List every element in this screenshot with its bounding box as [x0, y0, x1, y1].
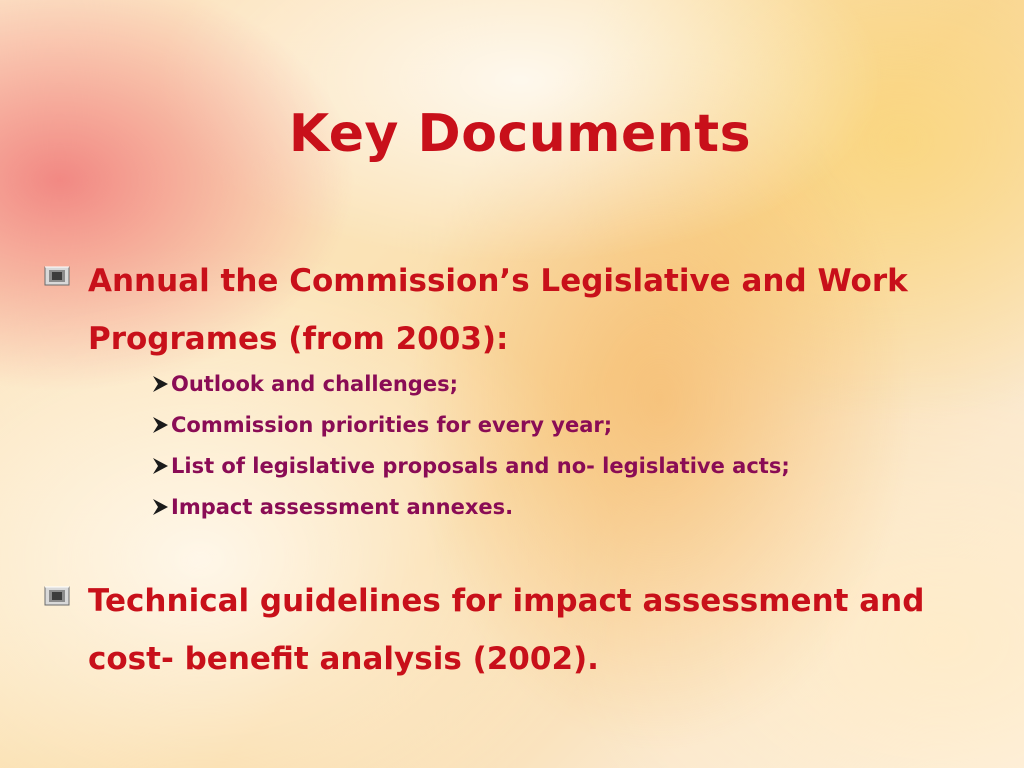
bullet-item — [44, 572, 1004, 688]
arrowhead-icon — [152, 366, 169, 384]
sub-bullet-text: Commission priorities for every year; — [171, 413, 613, 437]
sub-bullet-item — [152, 487, 1012, 528]
bullet-text: Technical guidelines for impact assessment and cost- benefit analysis (2002). — [88, 583, 925, 677]
square-bullet-icon — [44, 586, 70, 606]
sub-bullet-item — [152, 446, 1012, 487]
square-bullet-icon — [44, 266, 70, 286]
arrowhead-icon — [152, 407, 169, 425]
slide-title: Key Documents — [288, 104, 752, 164]
sub-bullet-list — [152, 364, 1012, 528]
sub-bullet-item — [152, 405, 1012, 446]
bullet-text: Annual the Commission’s Legislative and Work Programes (from 2003): — [88, 263, 908, 357]
sub-bullet-item — [152, 364, 1012, 405]
arrowhead-icon — [152, 448, 169, 466]
sub-bullet-text: Outlook and challenges; — [171, 372, 458, 396]
sub-bullet-text: Impact assessment annexes. — [171, 495, 514, 519]
arrowhead-icon — [152, 489, 169, 507]
bullet-item — [44, 252, 1004, 368]
sub-bullet-text: List of legislative proposals and no- legislative acts; — [171, 454, 790, 478]
